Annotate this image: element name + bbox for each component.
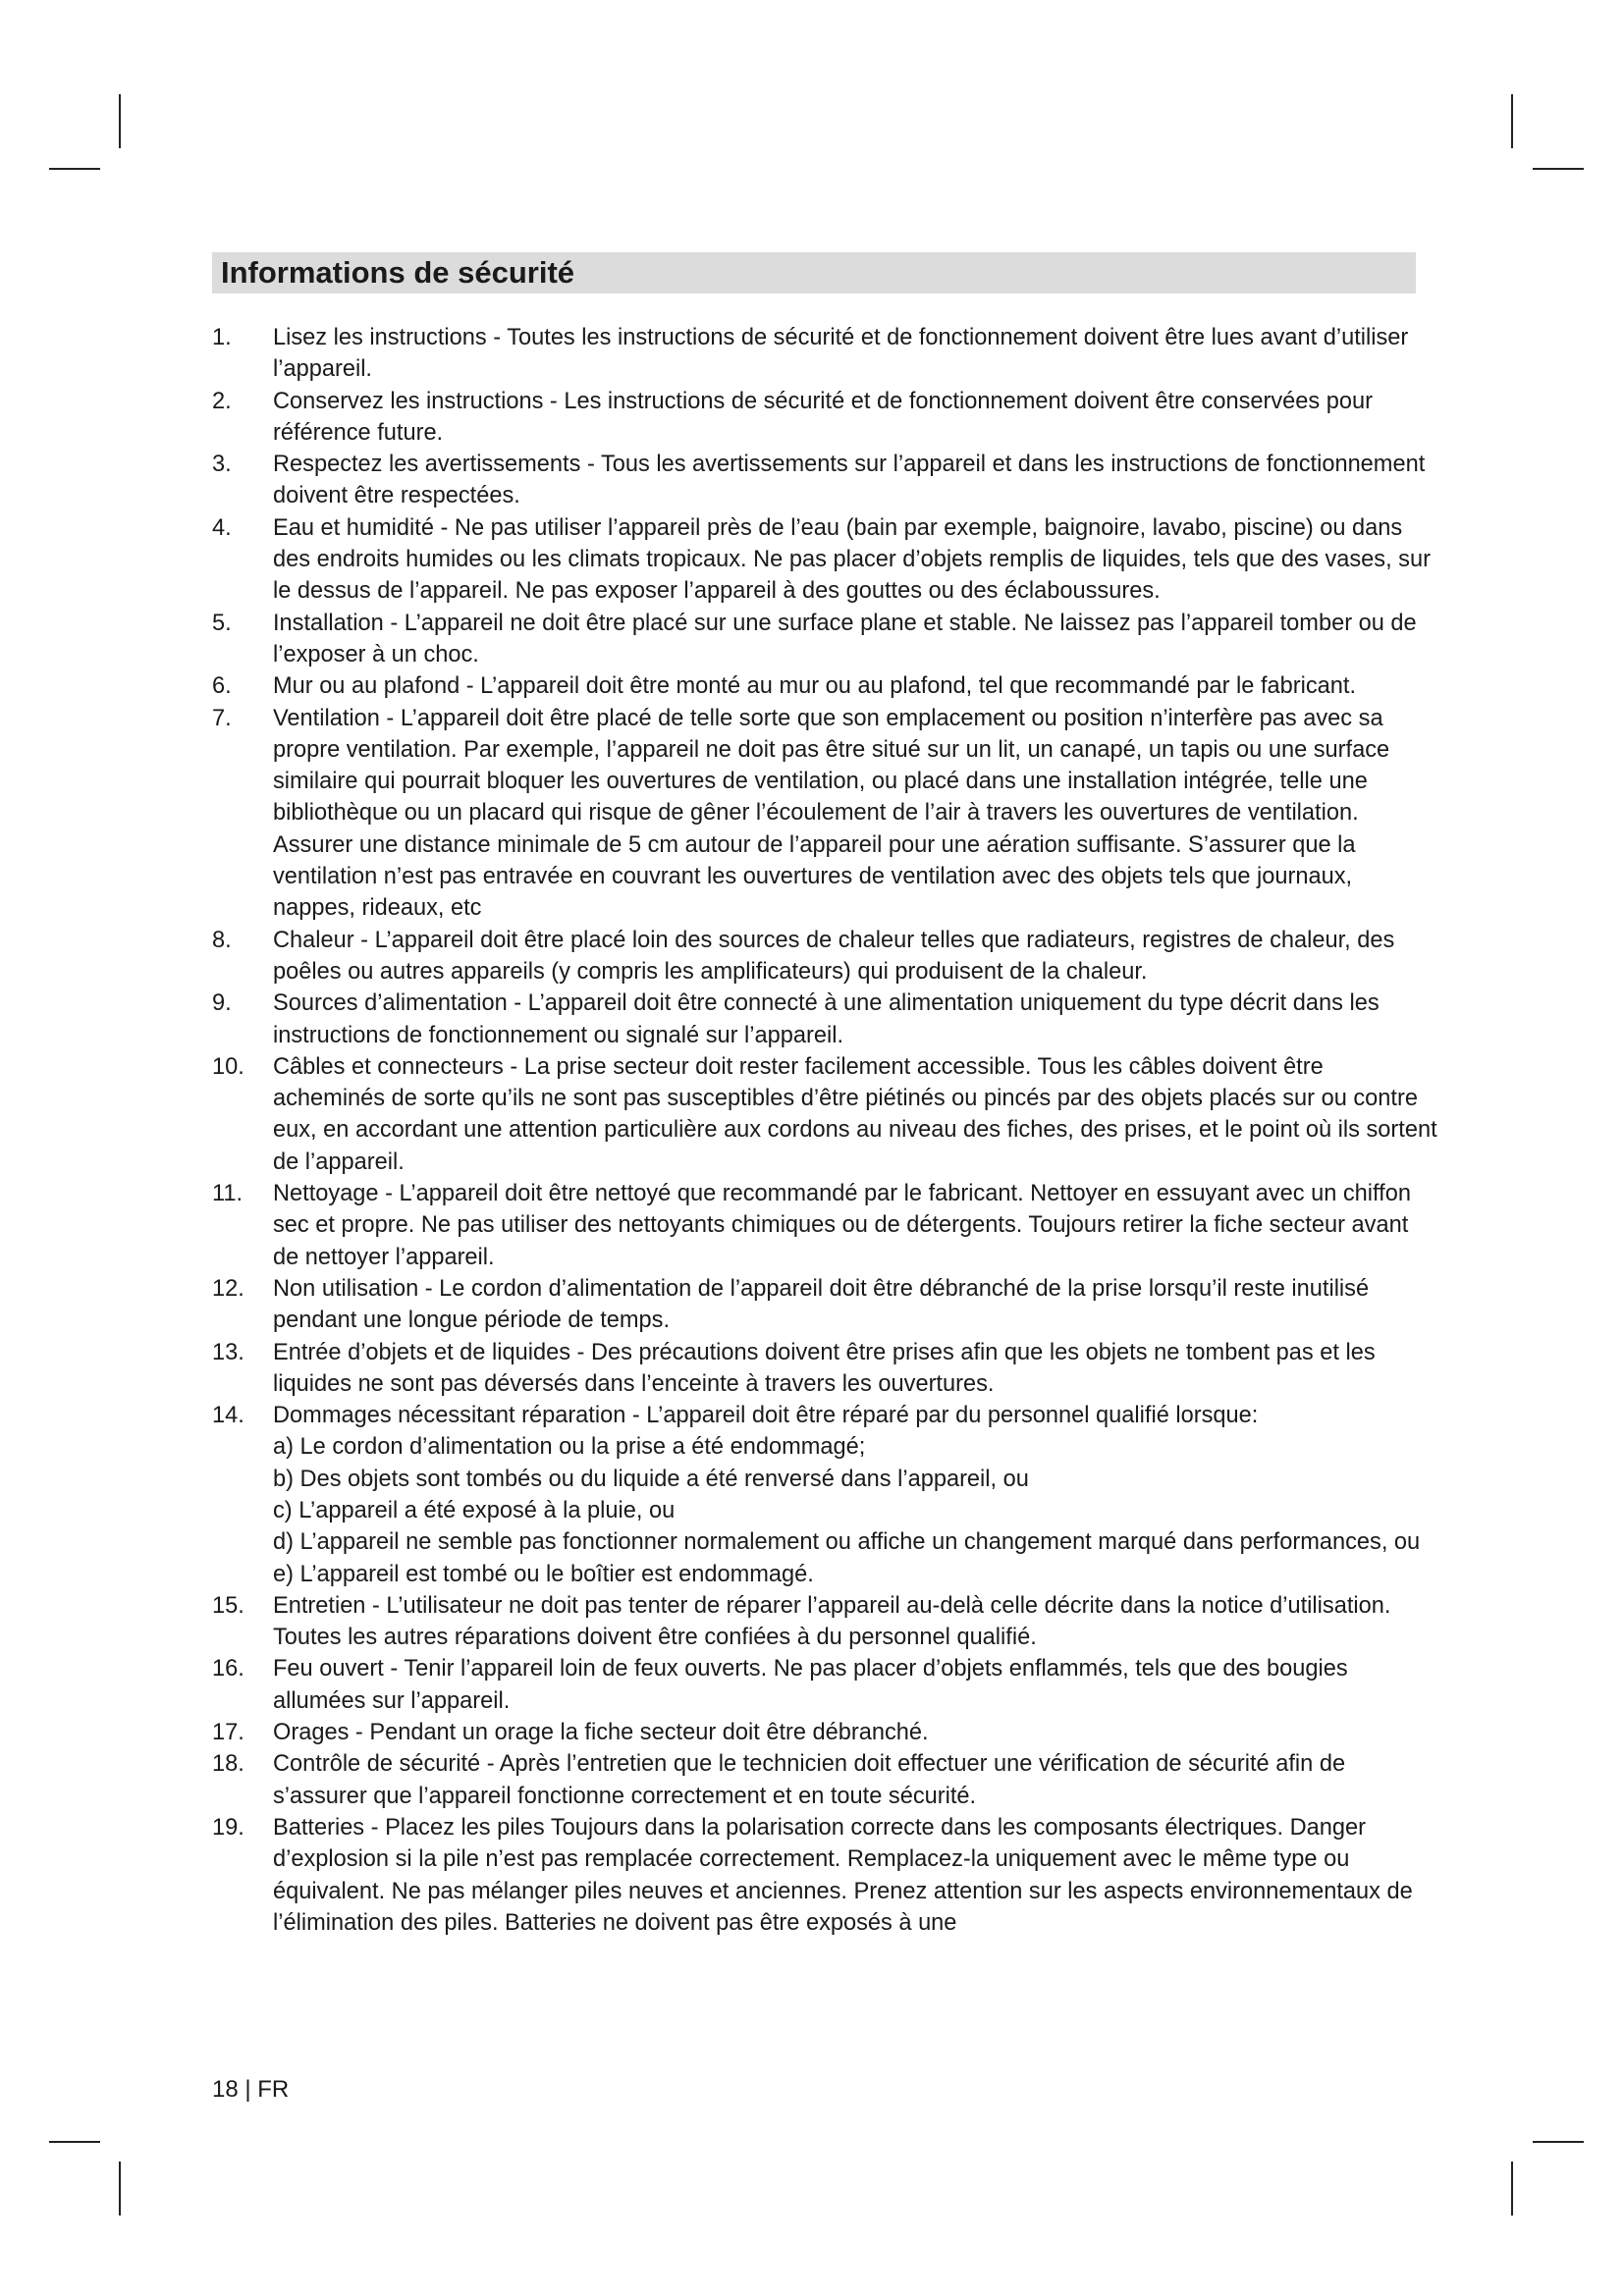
list-item-number: 11. [212, 1181, 244, 1207]
list-item-text: Orages - Pendant un orage la fiche secteur doit être débranché. [273, 1720, 929, 1746]
list-item [212, 386, 1439, 450]
list-item-text: Entretien - L’utilisateur ne doit pas tenter de réparer l’appareil au-delà celle décrite dans la notice d’utilisation. Toutes les autres réparations doivent être confiées à du personnel qualifié. [273, 1592, 1391, 1651]
list-item-text: Sources d’alimentation - L’appareil doit être connecté à une alimentation uniquement du type décrit dans les instructions de fonctionnement ou signalé sur l’appareil. [273, 990, 1380, 1048]
crop-mark [1533, 168, 1584, 170]
list-subitem: c) L’appareil a été exposé à la pluie, ou [273, 1497, 676, 1523]
list-item [212, 1400, 1439, 1590]
list-item-text: Batteries - Placez les piles Toujours dans la polarisation correcte dans les composants électriques. Danger d’explosion si la pile n’est pas remplacée correctement. Remplacez-la uniquement avec le même type ou équivalent. Ne pas mélanger piles neuves et anciennes. Prenez attention sur les aspects environnementaux de l’élimination des piles. Batteries ne doivent pas être exposés à une [273, 1814, 1413, 1936]
list-item-text: Chaleur - L’appareil doit être placé loin des sources de chaleur telles que radiateurs, registres de chaleur, des poêles ou autres appareils (y compris les amplificateurs) qui produisent de la chaleur. [273, 927, 1395, 985]
list-item-text: Nettoyage - L’appareil doit être nettoyé que recommandé par le fabricant. Nettoyer en essuyant avec un chiffon sec et propre. Ne pas utiliser des nettoyants chimiques ou de détergents. Toujours retirer la fiche secteur avant de nettoyer l’appareil. [273, 1181, 1411, 1270]
list-item-number: 16. [212, 1656, 244, 1682]
list-item-number: 5. [212, 610, 232, 636]
list-item-text: Conservez les instructions - Les instructions de sécurité et de fonctionnement doivent être conservées pour référence future. [273, 388, 1373, 446]
crop-mark [1533, 2141, 1584, 2143]
list-item-number: 15. [212, 1592, 244, 1619]
safety-instructions-list [212, 322, 1439, 1939]
crop-mark [49, 2141, 100, 2143]
list-subitem: b) Des objets sont tombés ou du liquide a été renversé dans l’appareil, ou [273, 1466, 1029, 1492]
section-header [212, 252, 1416, 294]
list-subitem: e) L’appareil est tombé ou le boîtier est endommagé. [273, 1561, 814, 1587]
list-subitem: d) L’appareil ne semble pas fonctionner normalement ou affiche un changement marqué dans performances, ou [273, 1529, 1421, 1556]
list-item-number: 9. [212, 990, 232, 1017]
list-item [212, 608, 1439, 671]
list-item-number: 12. [212, 1275, 244, 1302]
list-item-text: Eau et humidité - Ne pas utiliser l’appareil près de l’eau (bain par exemple, baignoire, lavabo, piscine) ou dans des endroits humides ou les climats tropicaux. Ne pas placer d’objets remplis de liquides, tels que des vases, sur le dessus de l’appareil. Ne pas exposer l’appareil à des gouttes ou des éclaboussures. [273, 514, 1431, 605]
list-item-number: 18. [212, 1751, 244, 1778]
list-item-text: Respectez les avertissements - Tous les avertissements sur l’appareil et dans les instructions de fonctionnement doivent être respectées. [273, 452, 1426, 509]
list-item [212, 670, 1439, 702]
list-item-number: 13. [212, 1339, 244, 1365]
list-item-number: 14. [212, 1403, 244, 1429]
crop-mark [119, 94, 121, 148]
list-item-text: Non utilisation - Le cordon d’alimentation de l’appareil doit être débranché de la prise lorsqu’il reste inutilisé pendant une longue période de temps. [273, 1275, 1370, 1334]
list-item-number: 4. [212, 514, 232, 541]
list-item-number: 7. [212, 705, 232, 731]
list-item [212, 1717, 1439, 1748]
list-item [212, 1812, 1439, 1939]
list-item [212, 1590, 1439, 1654]
list-item-number: 17. [212, 1720, 244, 1746]
list-item [212, 1273, 1439, 1337]
list-item [212, 449, 1439, 512]
list-item [212, 1337, 1439, 1401]
list-item [212, 1178, 1439, 1273]
list-item-number: 19. [212, 1814, 244, 1841]
list-item-text: Mur ou au plafond - L’appareil doit être monté au mur ou au plafond, tel que recommandé par le fabricant. [273, 673, 1357, 700]
list-item-number: 8. [212, 927, 232, 953]
list-item-text: Lisez les instructions - Toutes les instructions de sécurité et de fonctionnement doivent être lues avant d’utiliser l’appareil. [273, 325, 1409, 383]
list-subitem: a) Le cordon d’alimentation ou la prise a été endommagé; [273, 1434, 866, 1461]
list-item-text: Câbles et connecteurs - La prise secteur doit rester facilement accessible. Tous les câbles doivent être acheminés de sorte qu’ils ne sont pas susceptibles d’être piétinés ou pincés par des objets placés sur ou contre eux, en accordant une attention particulière aux cordons au niveau des fiches, des prises, et le point où ils sortent de l’appareil. [273, 1053, 1437, 1175]
list-item-number: 1. [212, 325, 232, 350]
list-item-text: Contrôle de sécurité - Après l’entretien que le technicien doit effectuer une vérification de sécurité afin de s’assurer que l’appareil fonctionne correctement et en toute sécurité. [273, 1751, 1346, 1809]
list-item [212, 322, 1439, 386]
list-item-text: Installation - L’appareil ne doit être placé sur une surface plane et stable. Ne laissez pas l’appareil tomber ou de l’exposer à un choc. [273, 610, 1417, 667]
list-item-number: 6. [212, 673, 232, 700]
crop-mark [1511, 2162, 1513, 2216]
list-item [212, 925, 1439, 988]
list-item [212, 1051, 1439, 1178]
list-item-number: 10. [212, 1053, 244, 1080]
page-title: Informations de sécurité [221, 255, 575, 290]
crop-mark [1511, 94, 1513, 148]
list-item [212, 1653, 1439, 1717]
list-item [212, 1748, 1439, 1812]
list-item [212, 512, 1439, 608]
list-item [212, 988, 1439, 1051]
list-item-text: Feu ouvert - Tenir l’appareil loin de feux ouverts. Ne pas placer d’objets enflammés, tels que des bougies allumées sur l’appareil. [273, 1656, 1348, 1714]
list-item [212, 703, 1439, 925]
page-number: 18 | FR [212, 2076, 290, 2103]
list-item-text: Entrée d’objets et de liquides - Des précautions doivent être prises afin que les objets ne tombent pas et les liquides ne sont pas déversés dans l’enceinte à travers les ouvertures. [273, 1339, 1376, 1397]
list-item-number: 3. [212, 452, 232, 478]
list-item-text: Dommages nécessitant réparation - L’appareil doit être réparé par du personnel qualifié lorsque: [273, 1403, 1259, 1429]
crop-mark [119, 2162, 121, 2216]
list-item-text: Ventilation - L’appareil doit être placé de telle sorte que son emplacement ou position n’interfère pas avec sa propre ventilation. Par exemple, l’appareil ne doit pas être situé sur un lit, un canapé, un tapis ou une surface similaire qui pourrait bloquer les ouvertures de ventilation, ou placé dans une installation intégrée, telle une bibliothèque ou un placard qui risque de gêner l’écoulement de l’air à travers les ouvertures de ventilation. Assurer une distance minimale de 5 cm autour de l’appareil pour une aération suffisante. S’assurer que la ventilation n’est pas entravée en couvrant les ouvertures de ventilation avec des objets tels que journaux, nappes, rideaux, etc [273, 705, 1390, 922]
list-item-number: 2. [212, 388, 232, 414]
crop-mark [49, 168, 100, 170]
